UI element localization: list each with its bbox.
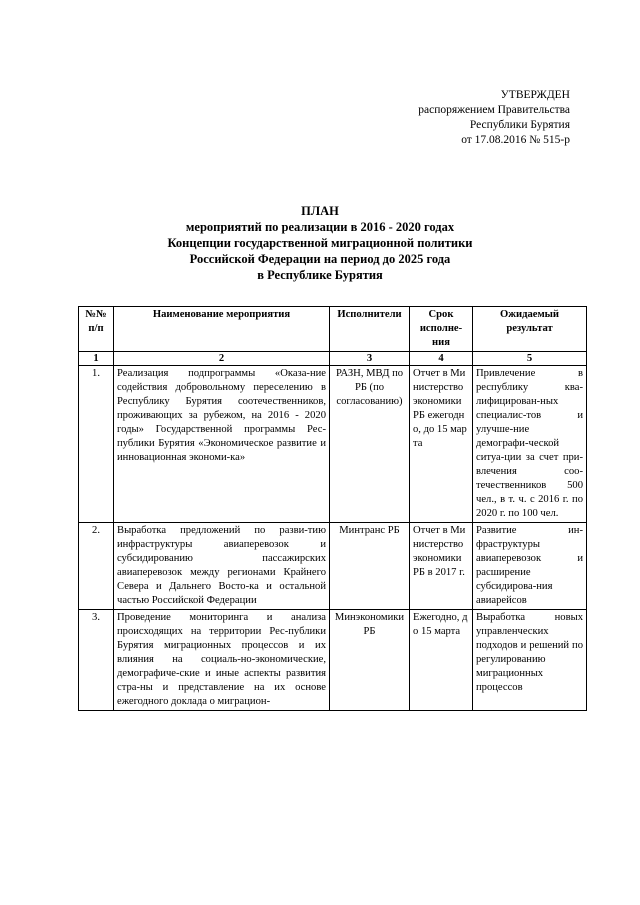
row-expected-result: Привлечение в республику ква-лифицирован-ных специалис-тов и улучше-ние демографи-ческой ситуа-ции за счет при-влечения соо-течественников 500 чел., в т. ч. с 2016 г. по 2020 г. по 100 чел. bbox=[473, 366, 587, 523]
row-expected-result: Выработка новых управленческих подходов и решений по регулированию миграционных процессов bbox=[473, 610, 587, 711]
approval-line: Республики Бурятия bbox=[469, 119, 570, 131]
column-number: 3 bbox=[330, 352, 410, 366]
header-number: №№ п/п bbox=[79, 307, 114, 352]
header-executors: Исполнители bbox=[330, 307, 410, 352]
document-title bbox=[60, 203, 580, 283]
column-number: 5 bbox=[473, 352, 587, 366]
row-event-name: Проведение мониторинга и анализа происходящих на территории Рес-публики Бурятия миграционных процессов и их влияния на социаль-но-экономические, демографиче-ские и иные аспекты развития стра-ны и представление на их основе ежегодного доклада о миграцион- bbox=[114, 610, 330, 711]
row-executors: Минтранс РБ bbox=[330, 523, 410, 610]
row-event-name: Выработка предложений по разви-тию инфраструктуры авиаперевозок и субсидированию пассажирских авиаперевозок между регионами Крайнего Севера и Дальнего Восто-ка и остальной частью Российской Федерации bbox=[114, 523, 330, 610]
table-row bbox=[79, 366, 587, 523]
column-number: 2 bbox=[114, 352, 330, 366]
title-line: в Республике Бурятия bbox=[257, 268, 383, 282]
approval-date: от 17.08.2016 № 515-р bbox=[461, 134, 570, 146]
plan-table bbox=[78, 306, 587, 711]
row-executors: РАЗН, МВД по РБ (по согласованию) bbox=[330, 366, 410, 523]
title-heading: ПЛАН bbox=[301, 204, 339, 218]
approval-heading: УТВЕРЖДЕН bbox=[500, 89, 570, 101]
header-deadline: Срок исполне-ния bbox=[410, 307, 473, 352]
title-line: Российской Федерации на период до 2025 года bbox=[189, 252, 451, 266]
table-header-row bbox=[79, 307, 587, 352]
row-deadline: Отчет в Министерство экономики РБ ежегодно, до 15 марта bbox=[410, 366, 473, 523]
table-row bbox=[79, 523, 587, 610]
title-line: мероприятий по реализации в 2016 - 2020 годах bbox=[185, 220, 455, 234]
header-event-name: Наименование мероприятия bbox=[114, 307, 330, 352]
row-number: 3. bbox=[79, 610, 114, 711]
column-number-row bbox=[79, 352, 587, 366]
title-line: Концепции государственной миграционной политики bbox=[167, 236, 473, 250]
approval-stamp bbox=[418, 88, 570, 148]
row-event-name: Реализация подпрограммы «Оказа-ние содействия добровольному переселению в Республику Бурятия соотечественников, проживающих за рубежом, на 2016 - 2020 годы» Государственной программы Рес-публики Бурятия «Экономическое развитие и инновационная экономи-ка» bbox=[114, 366, 330, 523]
row-number: 1. bbox=[79, 366, 114, 523]
row-executors: Минэкономики РБ bbox=[330, 610, 410, 711]
row-deadline: Отчет в Министерство экономики РБ в 2017 г. bbox=[410, 523, 473, 610]
table-row bbox=[79, 610, 587, 711]
column-number: 4 bbox=[410, 352, 473, 366]
row-number: 2. bbox=[79, 523, 114, 610]
header-expected-result: Ожидаемый результат bbox=[473, 307, 587, 352]
approval-line: распоряжением Правительства bbox=[418, 104, 570, 116]
column-number: 1 bbox=[79, 352, 114, 366]
row-expected-result: Развитие ин-фраструктуры авиаперевозок и расширение субсидирова-ния авиарейсов bbox=[473, 523, 587, 610]
row-deadline: Ежегодно, до 15 марта bbox=[410, 610, 473, 711]
